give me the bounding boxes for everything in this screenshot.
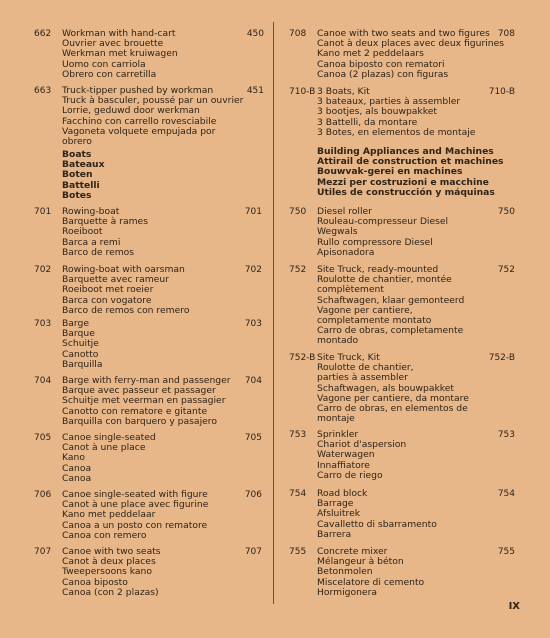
entry-705 (34, 433, 262, 485)
entry-line: 3 Boats, Kit (317, 86, 370, 97)
entry-line: Diesel roller (317, 206, 372, 217)
ref-number: 706 (244, 490, 262, 500)
ref-number: 710-B (488, 87, 515, 97)
entry-line: Schuitje met veerman en passagier (62, 395, 226, 407)
page-number: IX (508, 601, 520, 612)
item-number: 707 (34, 547, 52, 557)
entry-line: completamente montato (317, 315, 432, 327)
section-heading-boats (62, 150, 105, 201)
entry-line: Concrete mixer (317, 546, 388, 557)
entry-line: montaje (317, 413, 355, 425)
item-number: 753 (289, 430, 307, 440)
ref-number: 708 (497, 29, 515, 39)
heading-line: Mezzi per costruzioni e macchine (317, 176, 489, 188)
entry-750 (289, 207, 515, 259)
entry-line: Wegwals (317, 226, 358, 238)
entry-line: Canoe single-seated with figure (62, 489, 208, 500)
entry-line: Facchino con carrello rovesciabile (62, 115, 217, 127)
entry-line: 3 Battelli, da montare (317, 116, 418, 128)
entry-line: Betonmolen (317, 566, 373, 578)
entry-line: Roeiboot (62, 226, 103, 238)
entry-line: Canotto (62, 348, 99, 360)
entry-line: Lorrie, geduwd door werkman (62, 105, 200, 117)
entry-706 (34, 490, 262, 542)
ref-number: 705 (244, 433, 262, 443)
item-number: 704 (34, 376, 52, 386)
entry-line: Kano (62, 452, 85, 464)
entry-line: Mélangeur à béton (317, 556, 404, 568)
heading-line: Utiles de construcción y máquinas (317, 186, 495, 198)
heading-line: Attirail de construction et machines (317, 156, 504, 168)
entry-line: Obrero con carretilla (62, 68, 157, 80)
entry-line: Canoa (con 2 plazas) (62, 586, 159, 598)
entry-752-b (289, 353, 515, 425)
entry-line: Vagoneta volquete empujada por (62, 125, 216, 137)
entry-line: Truck-tipper pushed by workman (62, 85, 214, 96)
ref-number: 755 (497, 547, 515, 557)
ref-number: 750 (497, 207, 515, 217)
entry-line: Schaftwagen, klaar gemonteerd (317, 294, 465, 306)
entry-line: Kano met peddelaar (62, 509, 156, 521)
entry-line: Barrage (317, 498, 354, 510)
entry-line: Uomo con carriola (62, 58, 146, 70)
entry-line: Ouvrier avec brouette (62, 38, 164, 50)
entry-755 (289, 547, 515, 599)
entry-line: Canoa (62, 472, 92, 484)
entry-line: Canoa a un posto con rematore (62, 519, 208, 531)
item-number: 702 (34, 265, 52, 275)
entry-line: Carro de obras, completamente (317, 325, 464, 337)
entry-line: Barco de remos con remero (62, 304, 190, 316)
entry-line: Apisonadora (317, 246, 375, 258)
entry-line: Canot à une place (62, 442, 146, 454)
item-number: 752 (289, 265, 307, 275)
entry-line: Barque avec passeur et passager (62, 385, 216, 397)
entry-line: Canot à une place avec figurine (62, 499, 209, 511)
entry-line: Road block (317, 488, 368, 499)
entry-753 (289, 430, 515, 482)
entry-line: Waterwagen (317, 449, 375, 461)
entry-line: Site Truck, ready-mounted (317, 264, 439, 275)
entry-line: 3 bateaux, parties à assembler (317, 96, 461, 108)
entry-line: 3 Botes, en elementos de montaje (317, 126, 476, 138)
entry-line: Barco de remos (62, 246, 135, 258)
entry-line: Carro de obras, en elementos de (317, 403, 468, 415)
entry-704 (34, 376, 262, 428)
entry-line: Site Truck, Kit (317, 352, 380, 363)
entry-line: Kano met 2 peddelaars (317, 48, 424, 60)
entry-line: Canot à deux places (62, 556, 156, 568)
entry-707 (34, 547, 262, 599)
entry-line: Barrera (317, 528, 352, 540)
entry-708 (289, 29, 515, 81)
entry-line: Rowing-boat (62, 206, 120, 217)
item-number: 708 (289, 29, 307, 39)
entry-line: Rowing-boat with oarsman (62, 264, 185, 275)
entry-line: Sprinkler (317, 429, 359, 440)
item-number: 663 (34, 86, 52, 96)
entry-line: obrero (62, 136, 92, 148)
entry-line: Barquilla con barquero y pasajero (62, 415, 217, 427)
heading-line: Building Appliances and Machines (317, 146, 494, 157)
entry-line: Barque (62, 328, 95, 340)
entry-line: montado (317, 335, 359, 347)
entry-line: Truck à basculer, poussé par un ouvrier (62, 95, 244, 107)
entry-line: Chariot d'aspersion (317, 439, 407, 451)
entry-line: Hormigonera (317, 586, 377, 598)
entry-line: Barquette avec rameur (62, 274, 169, 286)
ref-number: 752 (497, 265, 515, 275)
entry-701 (34, 207, 262, 259)
entry-line: Barca a remi (62, 236, 121, 248)
entry-702 (34, 265, 262, 317)
entry-754 (289, 489, 515, 541)
entry-line: Canoa (2 plazas) con figuras (317, 68, 449, 80)
entry-710-b (289, 87, 515, 139)
entry-line: Vagone per cantiere, (317, 304, 413, 316)
entry-line: Rullo compressore Diesel (317, 236, 433, 248)
item-number: 706 (34, 490, 52, 500)
entry-line: Canoe with two seats (62, 546, 161, 557)
entry-line: Carro de riego (317, 469, 383, 481)
entry-line: Miscelatore di cemento (317, 576, 425, 588)
entry-line: Vagone per cantiere, da montare (317, 392, 469, 404)
heading-line: Boten (62, 169, 93, 181)
entry-line: Werkman met kruiwagen (62, 48, 178, 60)
heading-line: Battelli (62, 179, 100, 191)
entry-line: Canoe single-seated (62, 432, 156, 443)
entry-line: parties à assembler (317, 372, 408, 384)
entry-line: Canoa biposto (62, 576, 128, 588)
ref-number: 701 (244, 207, 262, 217)
entry-line: Canot à deux places avec deux figurines (317, 38, 505, 50)
entry-line: Afsluitrek (317, 508, 361, 520)
entry-line: Barge (62, 318, 90, 329)
heading-line: Bouwvak-gerei en machines (317, 166, 463, 178)
entry-line: Roulotte de chantier, (317, 362, 414, 374)
ref-number: 752-B (488, 353, 515, 363)
entry-663 (34, 86, 264, 148)
ref-number: 754 (497, 489, 515, 499)
ref-number: 707 (244, 547, 262, 557)
section-heading-building (317, 147, 504, 198)
item-number: 710-B (289, 87, 316, 97)
ref-number: 704 (244, 376, 262, 386)
ref-number: 450 (246, 29, 264, 39)
entry-line: Rouleau-compresseur Diesel (317, 216, 449, 228)
entry-line: Workman with hand-cart (62, 28, 176, 39)
entry-line: Canoe with two seats and two figures (317, 28, 490, 39)
entry-line: Barquette à rames (62, 216, 148, 228)
entry-752 (289, 265, 515, 347)
ref-number: 702 (244, 265, 262, 275)
item-number: 701 (34, 207, 52, 217)
entry-line: Barquilla (62, 358, 103, 370)
item-number: 703 (34, 319, 52, 329)
entry-line: Innaffiatore (317, 459, 370, 471)
entry-line: Roeiboot met roeier (62, 284, 154, 296)
column-divider (273, 22, 274, 604)
heading-line: Botes (62, 189, 92, 201)
heading-line: Bateaux (62, 159, 105, 171)
item-number: 752-B (289, 353, 316, 363)
entry-line: Canoa con remero (62, 529, 147, 541)
entry-line: Barge with ferry-man and passenger (62, 375, 231, 386)
entry-line: Canoa biposto con rematori (317, 58, 445, 70)
ref-number: 703 (244, 319, 262, 329)
heading-line: Boats (62, 149, 92, 160)
item-number: 705 (34, 433, 52, 443)
entry-line: Barca con vogatore (62, 294, 152, 306)
item-number: 662 (34, 29, 52, 39)
entry-line: 3 bootjes, als bouwpakket (317, 106, 437, 118)
entry-662 (34, 29, 264, 81)
entry-line: Cavalletto di sbarramento (317, 518, 437, 530)
entry-line: Canotto con rematore e gitante (62, 405, 208, 417)
entry-line: complètement (317, 284, 384, 296)
ref-number: 753 (497, 430, 515, 440)
item-number: 750 (289, 207, 307, 217)
entry-line: Schuitje (62, 338, 99, 350)
entry-line: Tweepersoons kano (62, 566, 152, 578)
entry-703 (34, 319, 262, 371)
item-number: 755 (289, 547, 307, 557)
ref-number: 451 (246, 86, 264, 96)
entry-line: Canoa (62, 462, 92, 474)
entry-line: Roulotte de chantier, montée (317, 274, 452, 286)
entry-line: Schaftwagen, als bouwpakket (317, 382, 455, 394)
item-number: 754 (289, 489, 307, 499)
